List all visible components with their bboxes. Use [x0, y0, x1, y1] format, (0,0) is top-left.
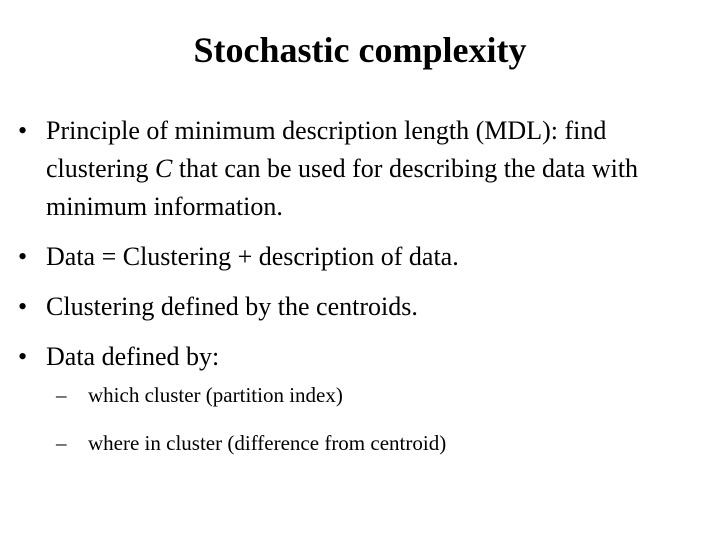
bullet-marker: • [18, 292, 28, 321]
bullet-marker: • [18, 242, 28, 271]
bullet-text: Clustering defined by the centroids. [46, 292, 418, 321]
sub-bullet-item-which-cluster [56, 380, 708, 410]
sub-bullet-text: which cluster (partition index) [88, 383, 343, 407]
bullet-text-continued: that can be used for describing the data with minimum information. [46, 154, 639, 221]
sub-bullet-item-where-in-cluster [56, 428, 708, 458]
bullet-item-data-defined [18, 338, 708, 458]
sub-bullet-text: where in cluster (difference from centroid) [88, 431, 447, 455]
slide-title: Stochastic complexity [193, 30, 527, 70]
sub-bullet-marker: – [56, 383, 67, 407]
bullet-text: Principle of minimum description length (MDL): find clustering [46, 116, 607, 183]
bullet-list [18, 112, 708, 476]
bullet-text: Data defined by: [46, 342, 220, 371]
bullet-italic-symbol: C [155, 154, 173, 183]
bullet-item-clustering [18, 288, 708, 326]
sub-bullet-list [46, 380, 708, 458]
bullet-item-mdl [18, 112, 708, 226]
bullet-marker: • [18, 116, 28, 145]
bullet-item-data-equation [18, 238, 708, 276]
bullet-marker: • [18, 342, 28, 371]
sub-bullet-marker: – [56, 431, 67, 455]
bullet-text: Data = Clustering + description of data. [46, 242, 459, 271]
